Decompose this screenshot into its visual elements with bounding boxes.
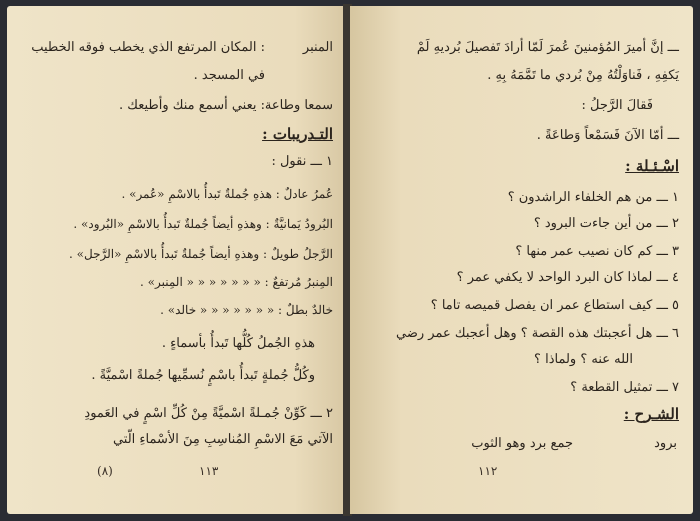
page-sub-number: (٨) [97,464,113,478]
right-page [350,6,693,514]
gloss-term-samaan: سمعا وطاعة [264,98,333,113]
gloss-term-minbar: المنبر [302,40,333,55]
question-item: ٢ ـــ من أين جاءت البرود ؟ [533,216,679,231]
story-line: ـــ إنَّ أميرَ المُؤمنينَ عُمرَ لَمّا أرادَ تَفصيلَ بُرديهِ لَمْ [416,40,679,55]
exercise-1-row: الرَّجلُ طويلٌ : وهذهِ أيضاً جُملةٌ تَبدأُ بالاسْمِ «الرَّجل» . [69,247,333,261]
question-item: ٧ ـــ تمثيل القطعة ؟ [570,380,679,395]
exercise-1-note: هذهِ الجُملُ كُلُّها تَبدأُ بأسماءٍ . [161,336,315,351]
question-item: ٤ ـــ لماذا كان البرد الواحد لا يكفي عمر ؟ [456,270,679,285]
gloss-term-burood: برود [654,436,677,451]
question-item: ٥ ـــ كيف استطاع عمر ان يفصل قميصه تاما ؟ [430,298,679,313]
question-item: ٣ ـــ كم كان نصيب عمر منها ؟ [515,244,679,259]
question-item: ٦ ـــ هل أعجبتك هذه القصة ؟ وهل أعجبك عمر رضي [396,326,679,341]
exercise-2-line: الآتي مَعَ الاسْمِ المُناسِبِ مِنَ الأسْماءِ الّتي [112,432,333,447]
gloss-def-burood: جمع برد وهو الثوب [471,436,573,451]
exercise-1-row: عُمرُ عادلٌ : هذهِ جُملةٌ تَبدأُ بالاسْمِ «عُمر» . [121,187,333,201]
exercise-1-row: المِنبرُ مُرتفعٌ : « « « « « « « المِنبر» . [140,275,333,289]
page-number: ١١٣ [199,464,219,478]
explanation-title: الشـرح : [623,405,679,423]
page-number: ١١٢ [478,464,498,478]
exercise-1-row: البُرودُ يَمانيَّةٌ : وهذهِ أيضاً جُملةٌ تَبدأُ بالاسْمِ «البُرود» . [73,217,333,231]
gloss-def-samaan: : يعني أسمع منك وأطيعك . [119,98,265,113]
story-line: فَقالَ الرَّجلُ : [581,98,653,113]
questions-title: اسْـئـلة : [625,157,679,175]
exercise-1-note: وكُلُّ جُملةٍ تَبدأُ باسْمٍ نُسمِّيها جُملةً اسْميَّةً . [91,368,315,383]
gloss-def-minbar: : المكان المرتفع الذي يخطب فوقه الخطيب [31,40,265,55]
exercise-2-line: ٢ ـــ كَوِّنْ جُمـلةً اسْميَّةً مِنْ كُلِّ اسْمٍ في العَمودِ [84,406,333,421]
question-item: ١ ـــ من هم الخلفاء الراشدون ؟ [507,190,679,205]
story-line: ـــ أمّا الآنَ فَسَمْعاً وَطاعَةً . [536,128,679,143]
question-item: الله عنه ؟ ولماذا ؟ [534,352,633,367]
exercise-1-row: خالدٌ بطلٌ : « « « « « « « خالد» . [160,303,333,317]
exercise-1-intro: ١ ـــ نقول : [271,154,333,169]
story-line: يَكفِهِ ، فَناوَلْتُهُ مِنْ بُردي ما تَمَّمَهُ بِهِ . [487,68,679,83]
left-page [7,6,345,514]
gloss-def-minbar-cont: في المسجد . [193,68,265,83]
exercises-title: التـدريبات : [262,125,333,143]
